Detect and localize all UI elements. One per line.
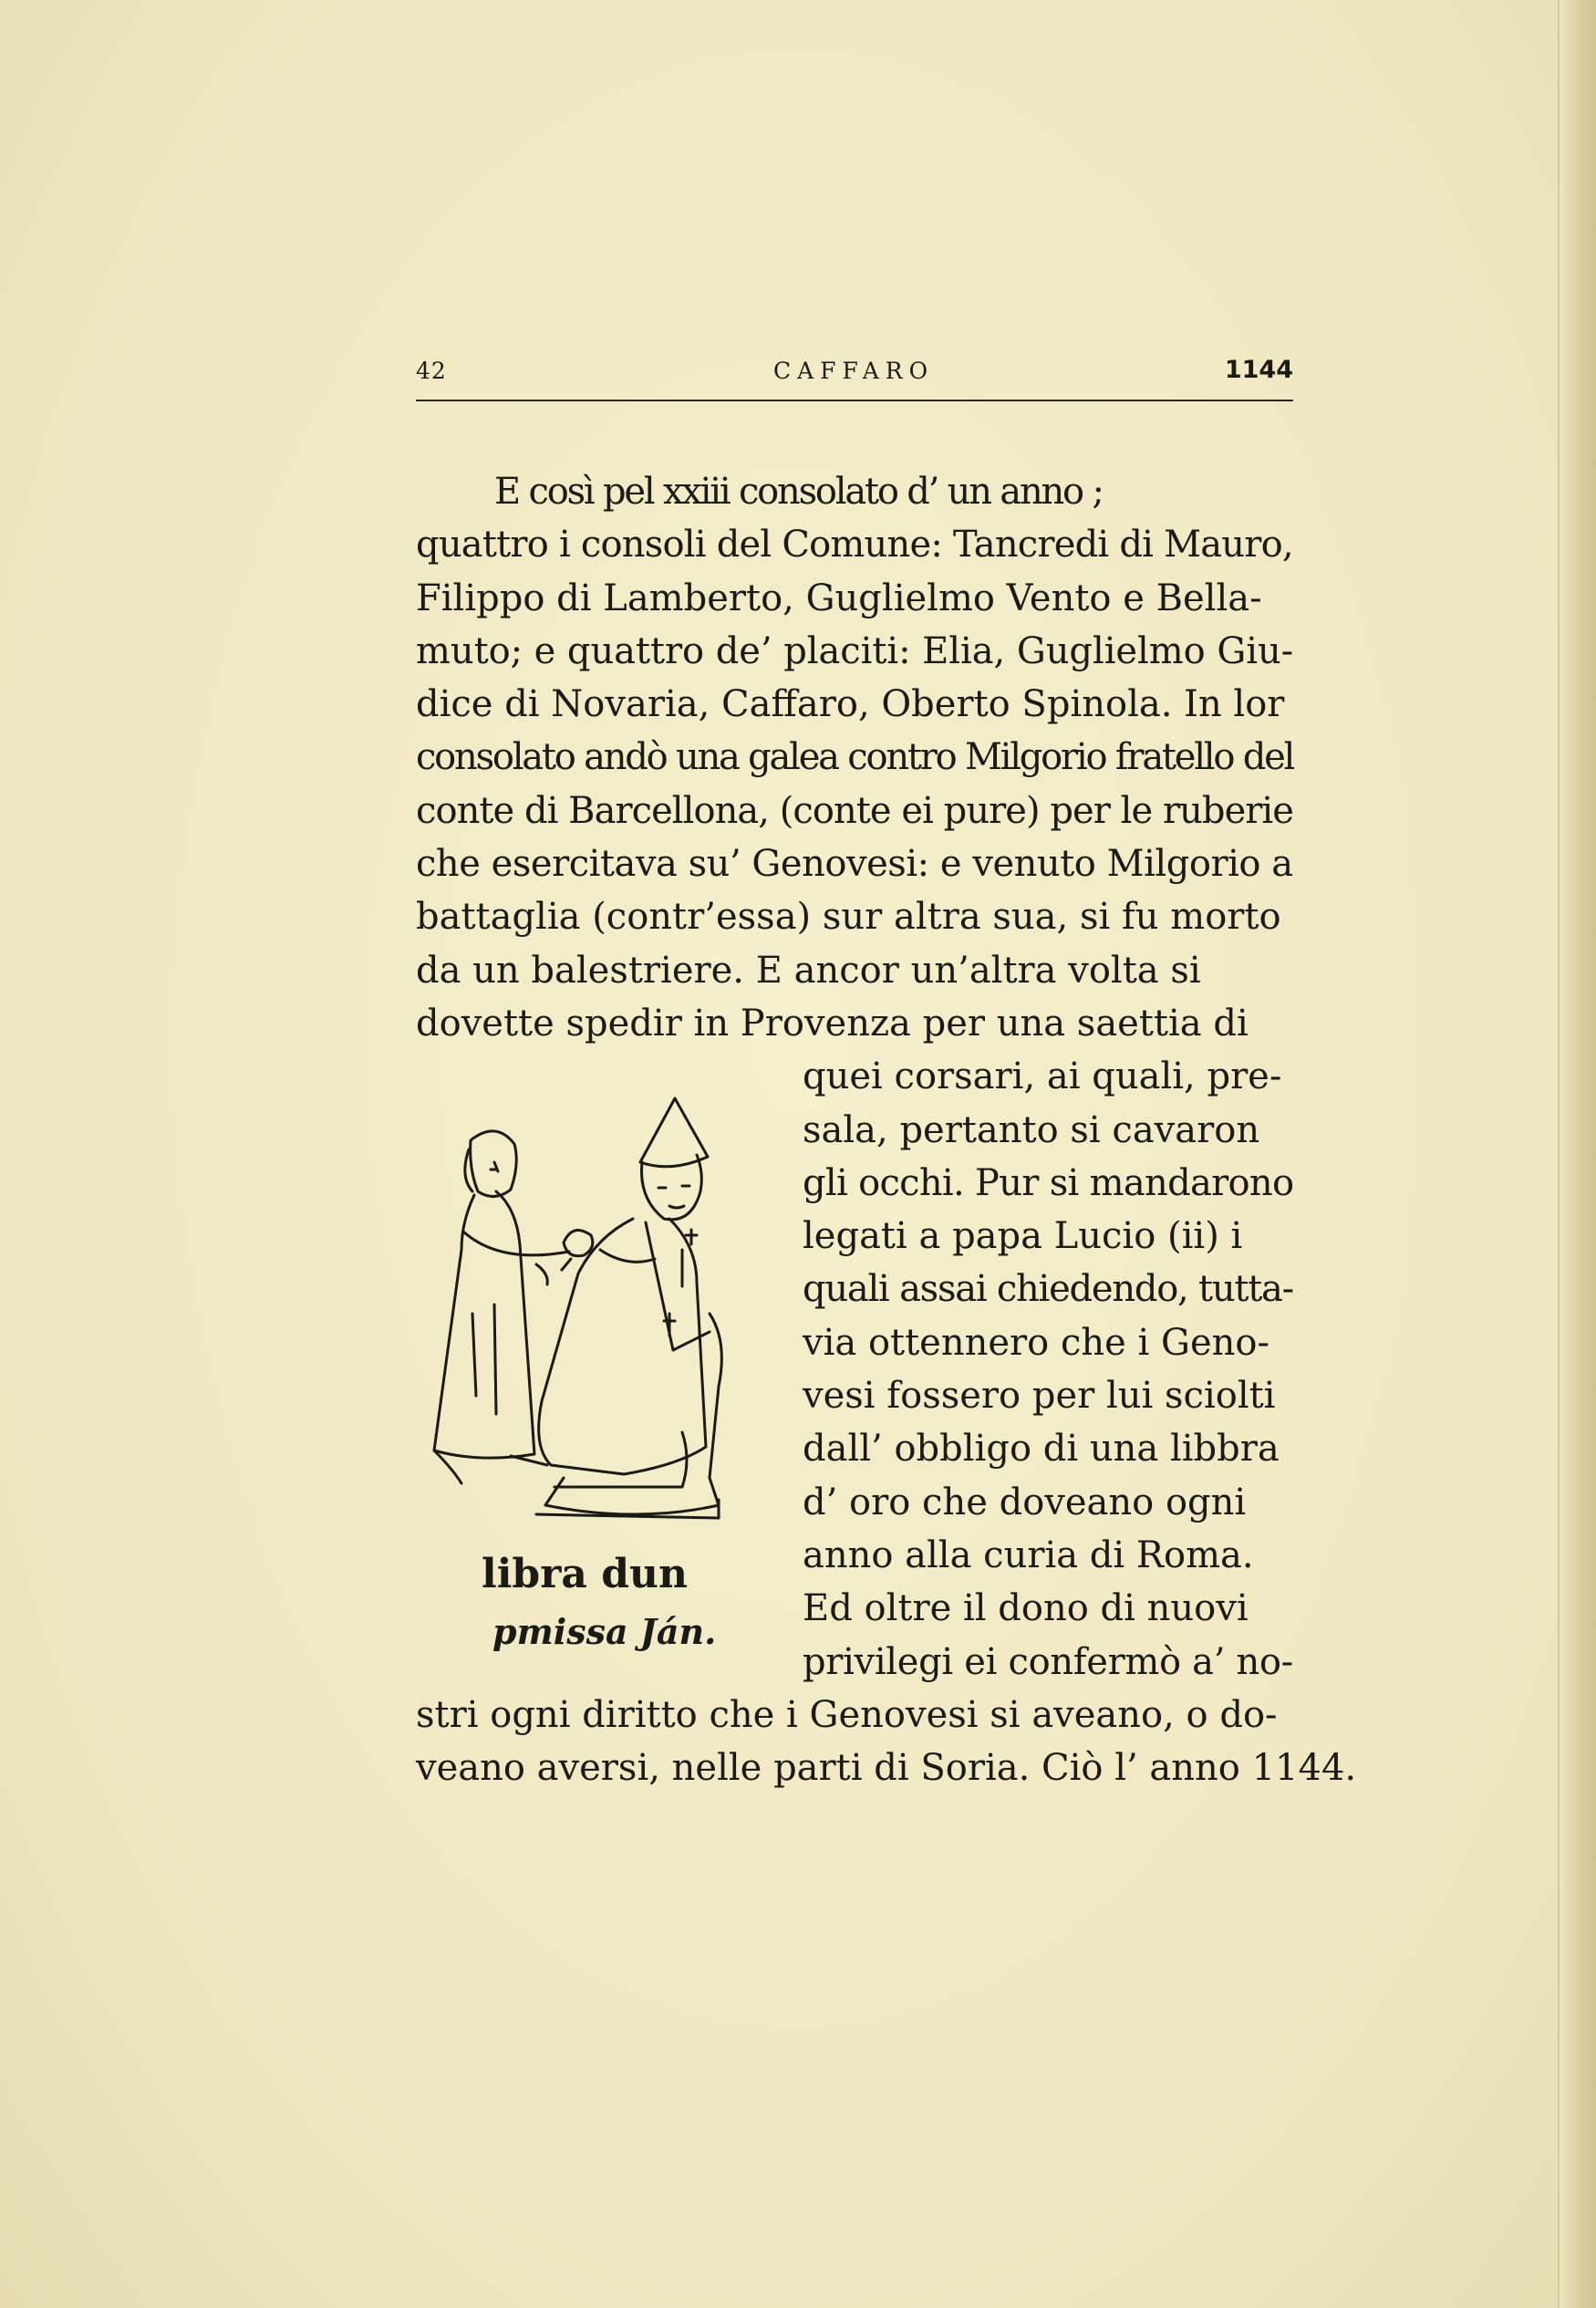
text-line: vesi fossero per lui sciolti: [803, 1375, 1276, 1418]
seated-pope-figure: [536, 1098, 721, 1518]
text-line: gli occhi. Pur si mandarono: [803, 1161, 1294, 1204]
pope-illustration: [418, 1086, 764, 1551]
page-edge: [1558, 0, 1596, 2308]
text-line: [416, 465, 1293, 518]
text-line: legati a papa Lucio (ii) i: [803, 1215, 1243, 1258]
text-line: via ottennero che i Geno-: [803, 1321, 1270, 1364]
text-line: privilegi ei confermò a’ no-: [803, 1640, 1293, 1683]
text-line: quattro i consoli del Comune: Tancredi di Mauro,: [416, 524, 1293, 567]
text-line: stri ogni diritto che i Genovesi si aveano, o do-: [416, 1693, 1278, 1736]
text-line: d’ oro che doveano ogni: [803, 1481, 1247, 1523]
text-line: dovette spedir in Provenza per una saettia di: [416, 1002, 1249, 1045]
text-line: Filippo di Lamberto, Guglielmo Vento e Bella-: [416, 577, 1262, 619]
text-line: sala, pertanto si cavaron: [803, 1108, 1260, 1151]
caption-line-2: pmissa Ján.: [492, 1611, 717, 1652]
text-line: quei corsari, ai quali, pre-: [803, 1055, 1282, 1098]
text-line: quali assai chiedendo, tutta-: [803, 1268, 1293, 1311]
text-line: dall’ obbligo di una libbra: [803, 1428, 1280, 1471]
text-line: consolato andò una galea contro Milgorio fratello del: [416, 736, 1294, 779]
purse-icon: [562, 1231, 593, 1270]
text-line: da un balestriere. E ancor un’altra volta si: [416, 949, 1201, 992]
caption-line-1: libra dun: [482, 1551, 688, 1597]
text-line: dice di Novaria, Caffaro, Oberto Spinola. In lor: [416, 683, 1285, 726]
text-line: conte di Barcellona, (conte ei pure) per le ruberie: [416, 789, 1293, 832]
illustration-caption: [474, 1542, 730, 1660]
line-text: E così pel xxiii consolato d’ un anno ;: [494, 471, 1103, 513]
year-heading: 1144: [1224, 356, 1293, 384]
text-line: che esercitava su’ Genovesi: e venuto Milgorio a: [416, 843, 1293, 886]
text-line: muto; e quattro de’ placiti: Elia, Guglielmo Giu-: [416, 629, 1294, 672]
running-head-title: CAFFARO: [773, 358, 935, 384]
text-line: veano aversi, nelle parti di Soria. Ciò l’ anno 1144.: [416, 1747, 1357, 1790]
running-header: [416, 354, 1293, 398]
text-line: battaglia (contr’essa) sur altra sua, si fu morto: [416, 896, 1281, 939]
text-line: Ed oltre il dono di nuovi: [803, 1587, 1249, 1630]
text-line: anno alla curia di Roma.: [803, 1533, 1254, 1576]
page-number: 42: [416, 358, 447, 384]
header-rule: [416, 400, 1293, 401]
standing-figure: [434, 1131, 569, 1483]
